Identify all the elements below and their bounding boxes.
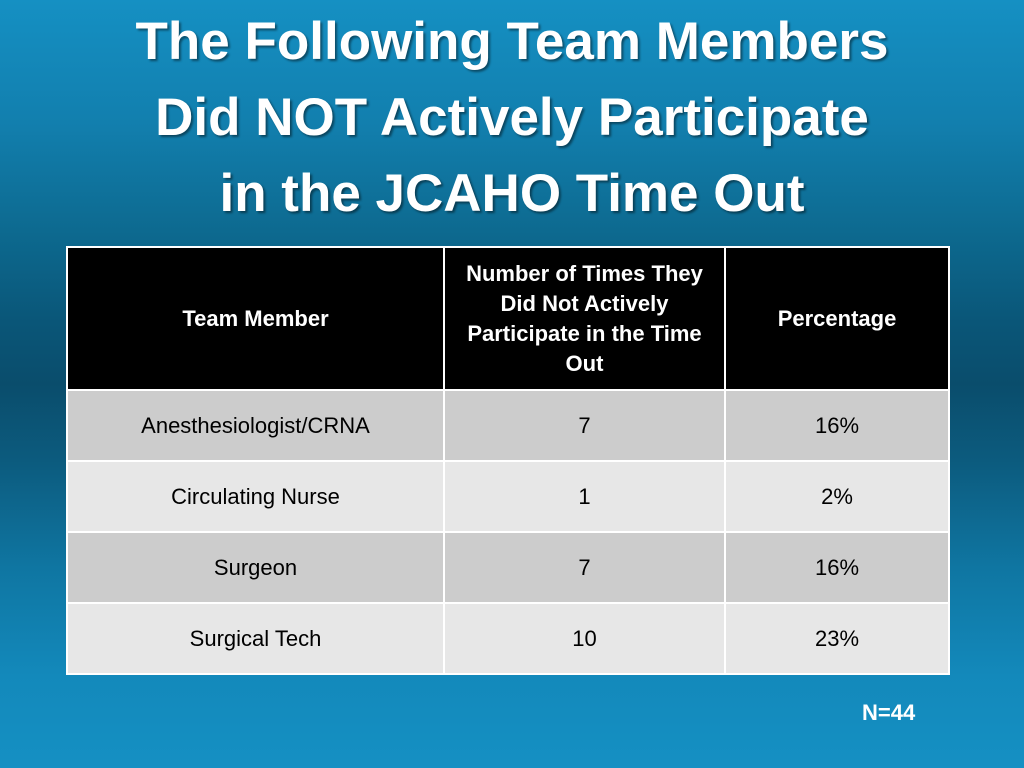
header-percentage: Percentage xyxy=(725,247,949,390)
count-cell: 1 xyxy=(444,461,725,532)
percentage-cell: 16% xyxy=(725,532,949,603)
count-cell: 10 xyxy=(444,603,725,674)
team-member-cell: Circulating Nurse xyxy=(67,461,444,532)
table-row xyxy=(67,603,949,674)
table-row xyxy=(67,532,949,603)
count-cell: 7 xyxy=(444,390,725,461)
slide-title-line-3: in the JCAHO Time Out xyxy=(219,164,805,223)
slide-title-line-1: The Following Team Members xyxy=(135,12,889,71)
percentage-cell: 23% xyxy=(725,603,949,674)
slide-title-line-2: Did NOT Actively Participate xyxy=(155,88,869,147)
table-header-row xyxy=(67,247,949,390)
percentage-cell: 2% xyxy=(725,461,949,532)
participation-table xyxy=(66,246,950,675)
count-cell: 7 xyxy=(444,532,725,603)
percentage-cell: 16% xyxy=(725,390,949,461)
team-member-cell: Surgeon xyxy=(67,532,444,603)
participation-table-container xyxy=(66,246,948,675)
header-times-not-participated: Number of Times They Did Not Actively Participate in the Time Out xyxy=(444,247,725,390)
sample-size-label: N=44 xyxy=(862,700,916,725)
table-row xyxy=(67,390,949,461)
header-team-member: Team Member xyxy=(67,247,444,390)
team-member-cell: Anesthesiologist/CRNA xyxy=(67,390,444,461)
team-member-cell: Surgical Tech xyxy=(67,603,444,674)
slide-title xyxy=(0,4,1024,232)
table-row xyxy=(67,461,949,532)
